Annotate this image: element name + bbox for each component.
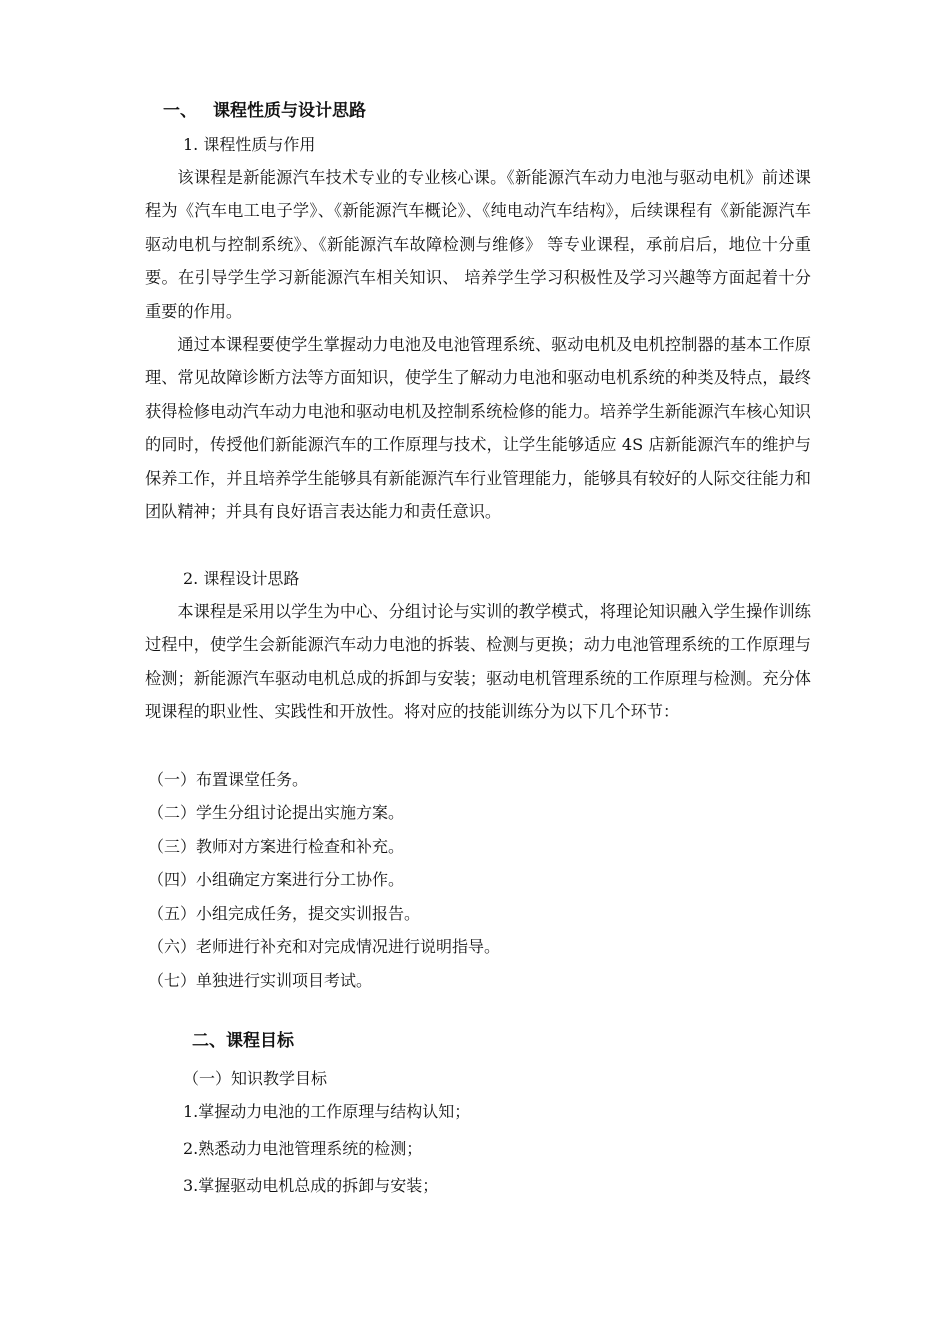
step-item-3: （三）教师对方案进行检查和补充。 <box>148 837 405 856</box>
step-item-1: （一）布置课堂任务。 <box>148 770 309 789</box>
section1-title: 课程性质与设计思路 <box>213 101 366 121</box>
section1-sub1-paragraph-2: 通过本课程要使学生掌握动力电池及电池管理系统、驱动电机及电机控制器的基本工作原理、常见故障诊断方法等方面知识，使学生了解动力电池和驱动电机系统的种类及特点，最终获得检修电动汽车动力电池和驱动电机及控制系统检修的能力。培养学生新能源汽车核心知识的同时，传授他们新能源汽车的工作原理与技术，让学生能够适应 4S 店新能源汽车的维护与保养工作，并且培养学生能够具有新能源汽车行业管理能力，能够具有较好的人际交往能力和团队精神；并具有良好语言表达能力和责任意识。 <box>145 335 811 522</box>
goal-item-2: 2.熟悉动力电池管理系统的检测； <box>183 1139 423 1158</box>
section1-sub1-label: 1. 课程性质与作用 <box>183 135 316 154</box>
section1-sub2-label: 2. 课程设计思路 <box>183 569 300 588</box>
step-item-7: （七）单独进行实训项目考试。 <box>148 971 373 990</box>
goal-item-1: 1.掌握动力电池的工作原理与结构认知； <box>183 1102 471 1121</box>
section1-sub1-paragraph-1: 该课程是新能源汽车技术专业的专业核心课。《新能源汽车动力电池与驱动电机》前述课程为《汽车电工电子学》、《新能源汽车概论》、《纯电动汽车结构》，后续课程有《新能源汽车驱动电机与控制系统》、《新能源汽车故障检测与维修》 等专业课程，承前启后，地位十分重要。在引导学生学习新能源汽车相关知识、 培养学生学习积极性及学习兴趣等方面起着十分重要的作用。 <box>145 168 811 321</box>
step-item-4: （四）小组确定方案进行分工协作。 <box>148 870 405 889</box>
section1-number: 一、 <box>163 101 197 121</box>
section2-title: 二、课程目标 <box>192 1031 294 1051</box>
step-item-2: （二）学生分组讨论提出实施方案。 <box>148 803 405 822</box>
goal-item-3: 3.掌握驱动电机总成的拆卸与安装； <box>183 1176 439 1195</box>
section2-sub1-label: （一）知识教学目标 <box>183 1069 328 1088</box>
step-item-5: （五）小组完成任务，提交实训报告。 <box>148 904 421 923</box>
section1-sub2-paragraph: 本课程是采用以学生为中心、分组讨论与实训的教学模式，将理论知识融入学生操作训练过程中，使学生会新能源汽车动力电池的拆装、检测与更换；动力电池管理系统的工作原理与检测；新能源汽车驱动电机总成的拆卸与安装；驱动电机管理系统的工作原理与检测。充分体现课程的职业性、实践性和开放性。将对应的技能训练分为以下几个环节： <box>145 602 811 722</box>
step-item-6: （六）老师进行补充和对完成情况进行说明指导。 <box>148 937 501 956</box>
